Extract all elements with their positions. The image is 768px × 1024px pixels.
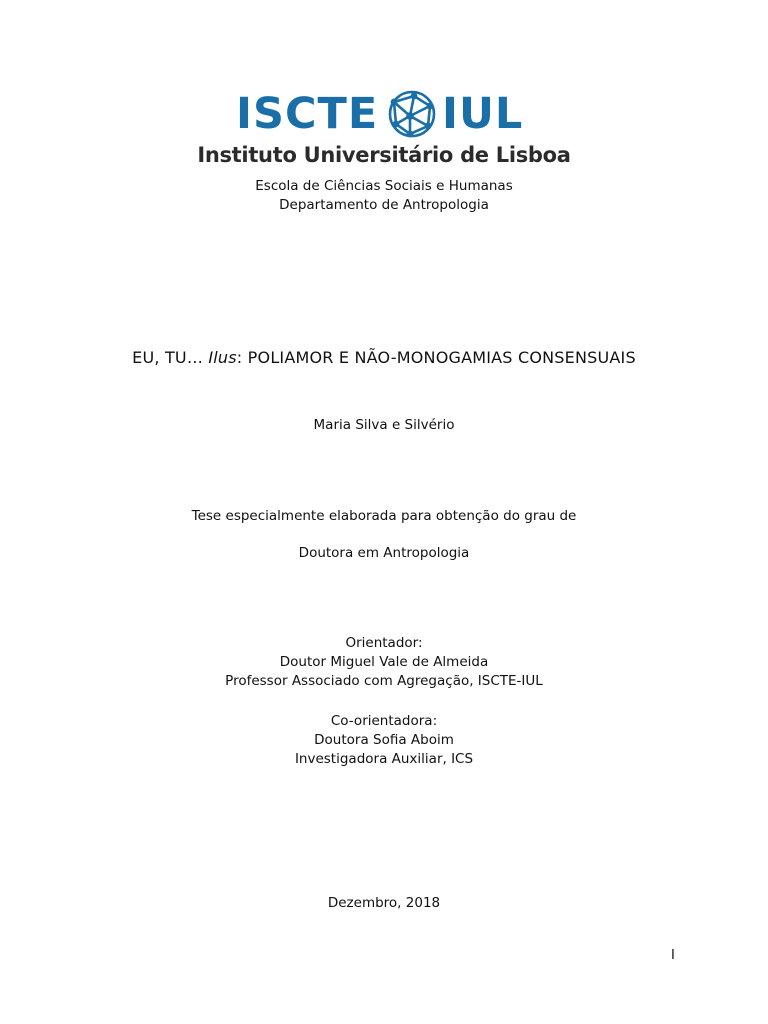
title-part-1: EU, TU… [132, 348, 209, 367]
school-name: Escola de Ciências Sociais e Humanas [255, 178, 513, 194]
globe-network-icon [384, 86, 440, 142]
degree-name: Doutora em Antropologia [298, 545, 470, 561]
logo-word-iul: IUL [442, 89, 524, 139]
author-name: Maria Silva e Silvério [313, 417, 455, 433]
degree-statement: Tese especialmente elaborada para obtenção do grau de [191, 508, 577, 524]
logo-mark [236, 86, 536, 140]
cosupervisor-role: Co-orientadora: [330, 713, 438, 729]
page-number: I [671, 948, 675, 963]
title-part-2: : POLIAMOR E NÃO-MONOGAMIAS CONSENSUAIS [236, 348, 636, 367]
cosupervisor-name: Doutora Sofia Aboim [314, 732, 454, 748]
supervisor-role: Orientador: [345, 635, 423, 651]
institution-name: Instituto Universitário de Lisboa [197, 143, 571, 167]
department-name: Departamento de Antropologia [279, 197, 489, 213]
logo-word-iscte: ISCTE [236, 89, 379, 139]
supervisor-name: Doutor Miguel Vale de Almeida [279, 654, 489, 670]
cosupervisor-position: Investigadora Auxiliar, ICS [294, 751, 474, 767]
title-italic-word: Ilus [208, 348, 237, 367]
supervisor-position: Professor Associado com Agregação, ISCTE-IUL [225, 673, 543, 689]
institution-logo [0, 80, 768, 170]
submission-date: Dezembro, 2018 [327, 895, 441, 911]
thesis-title [0, 347, 768, 369]
